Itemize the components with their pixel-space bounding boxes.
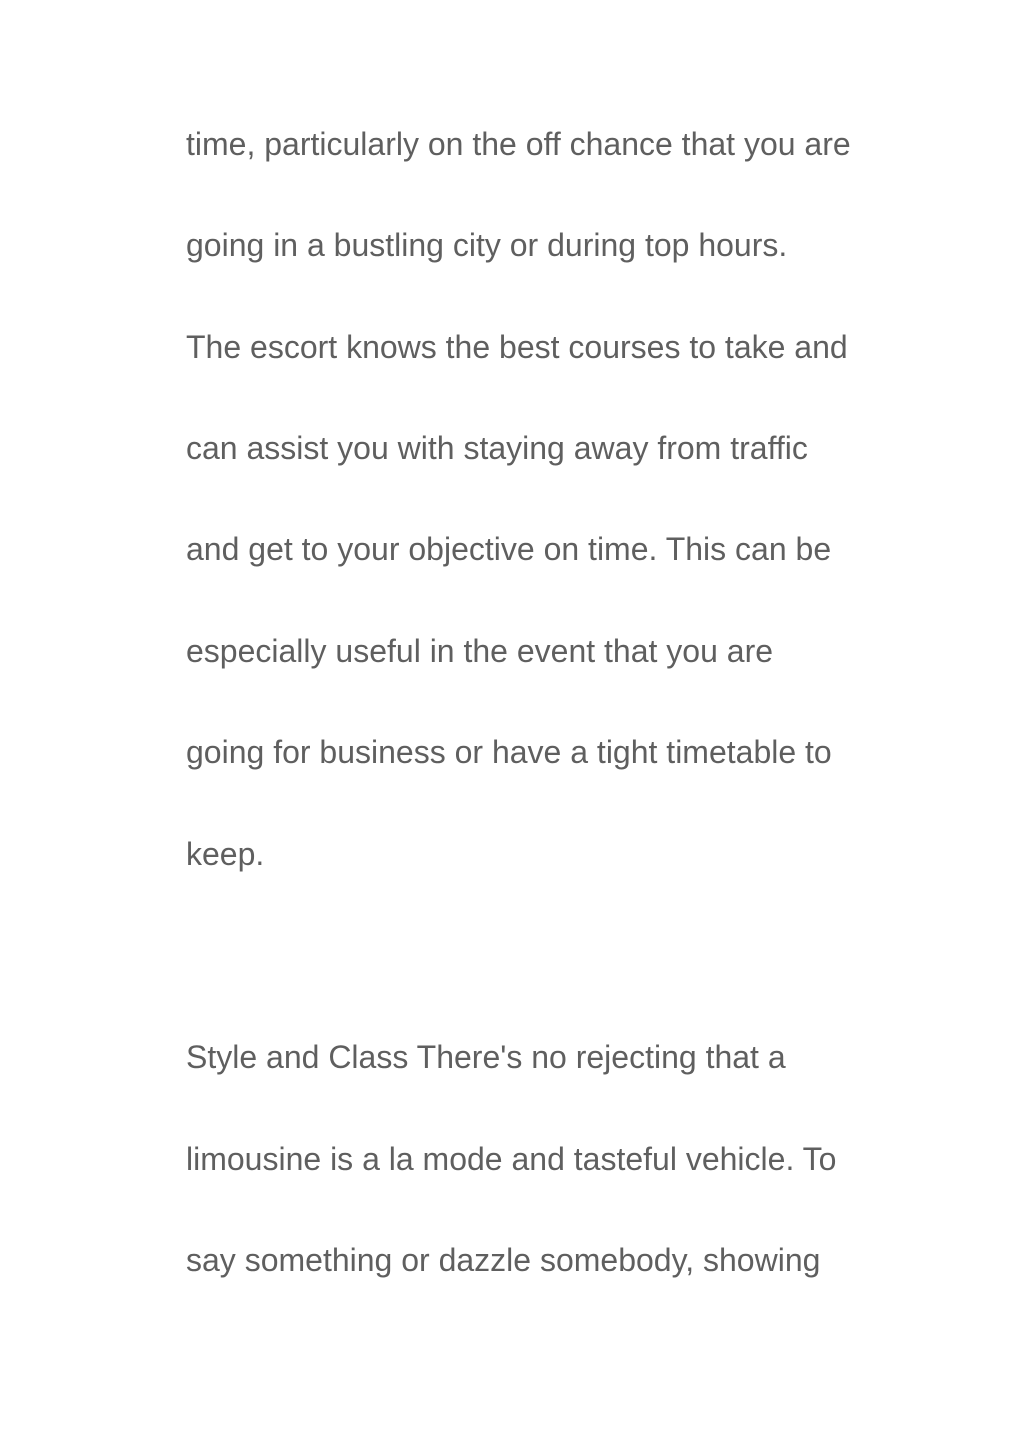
text-line: going in a bustling city or during top hours. <box>186 227 788 263</box>
text-line: can assist you with staying away from traffic <box>186 430 808 466</box>
text-line: The escort knows the best courses to take and <box>186 329 848 365</box>
text-line: and get to your objective on time. This can be <box>186 531 832 567</box>
text-line: keep. <box>186 836 265 872</box>
text-line: limousine is a la mode and tasteful vehicle. To <box>186 1141 837 1177</box>
text-line: time, particularly on the off chance that you are <box>186 126 851 162</box>
text-line: Style and Class There's no rejecting that a <box>186 1039 786 1075</box>
text-line: say something or dazzle somebody, showing <box>186 1242 821 1278</box>
text-line: going for business or have a tight timetable to <box>186 734 832 770</box>
text-line: especially useful in the event that you are <box>186 633 774 669</box>
